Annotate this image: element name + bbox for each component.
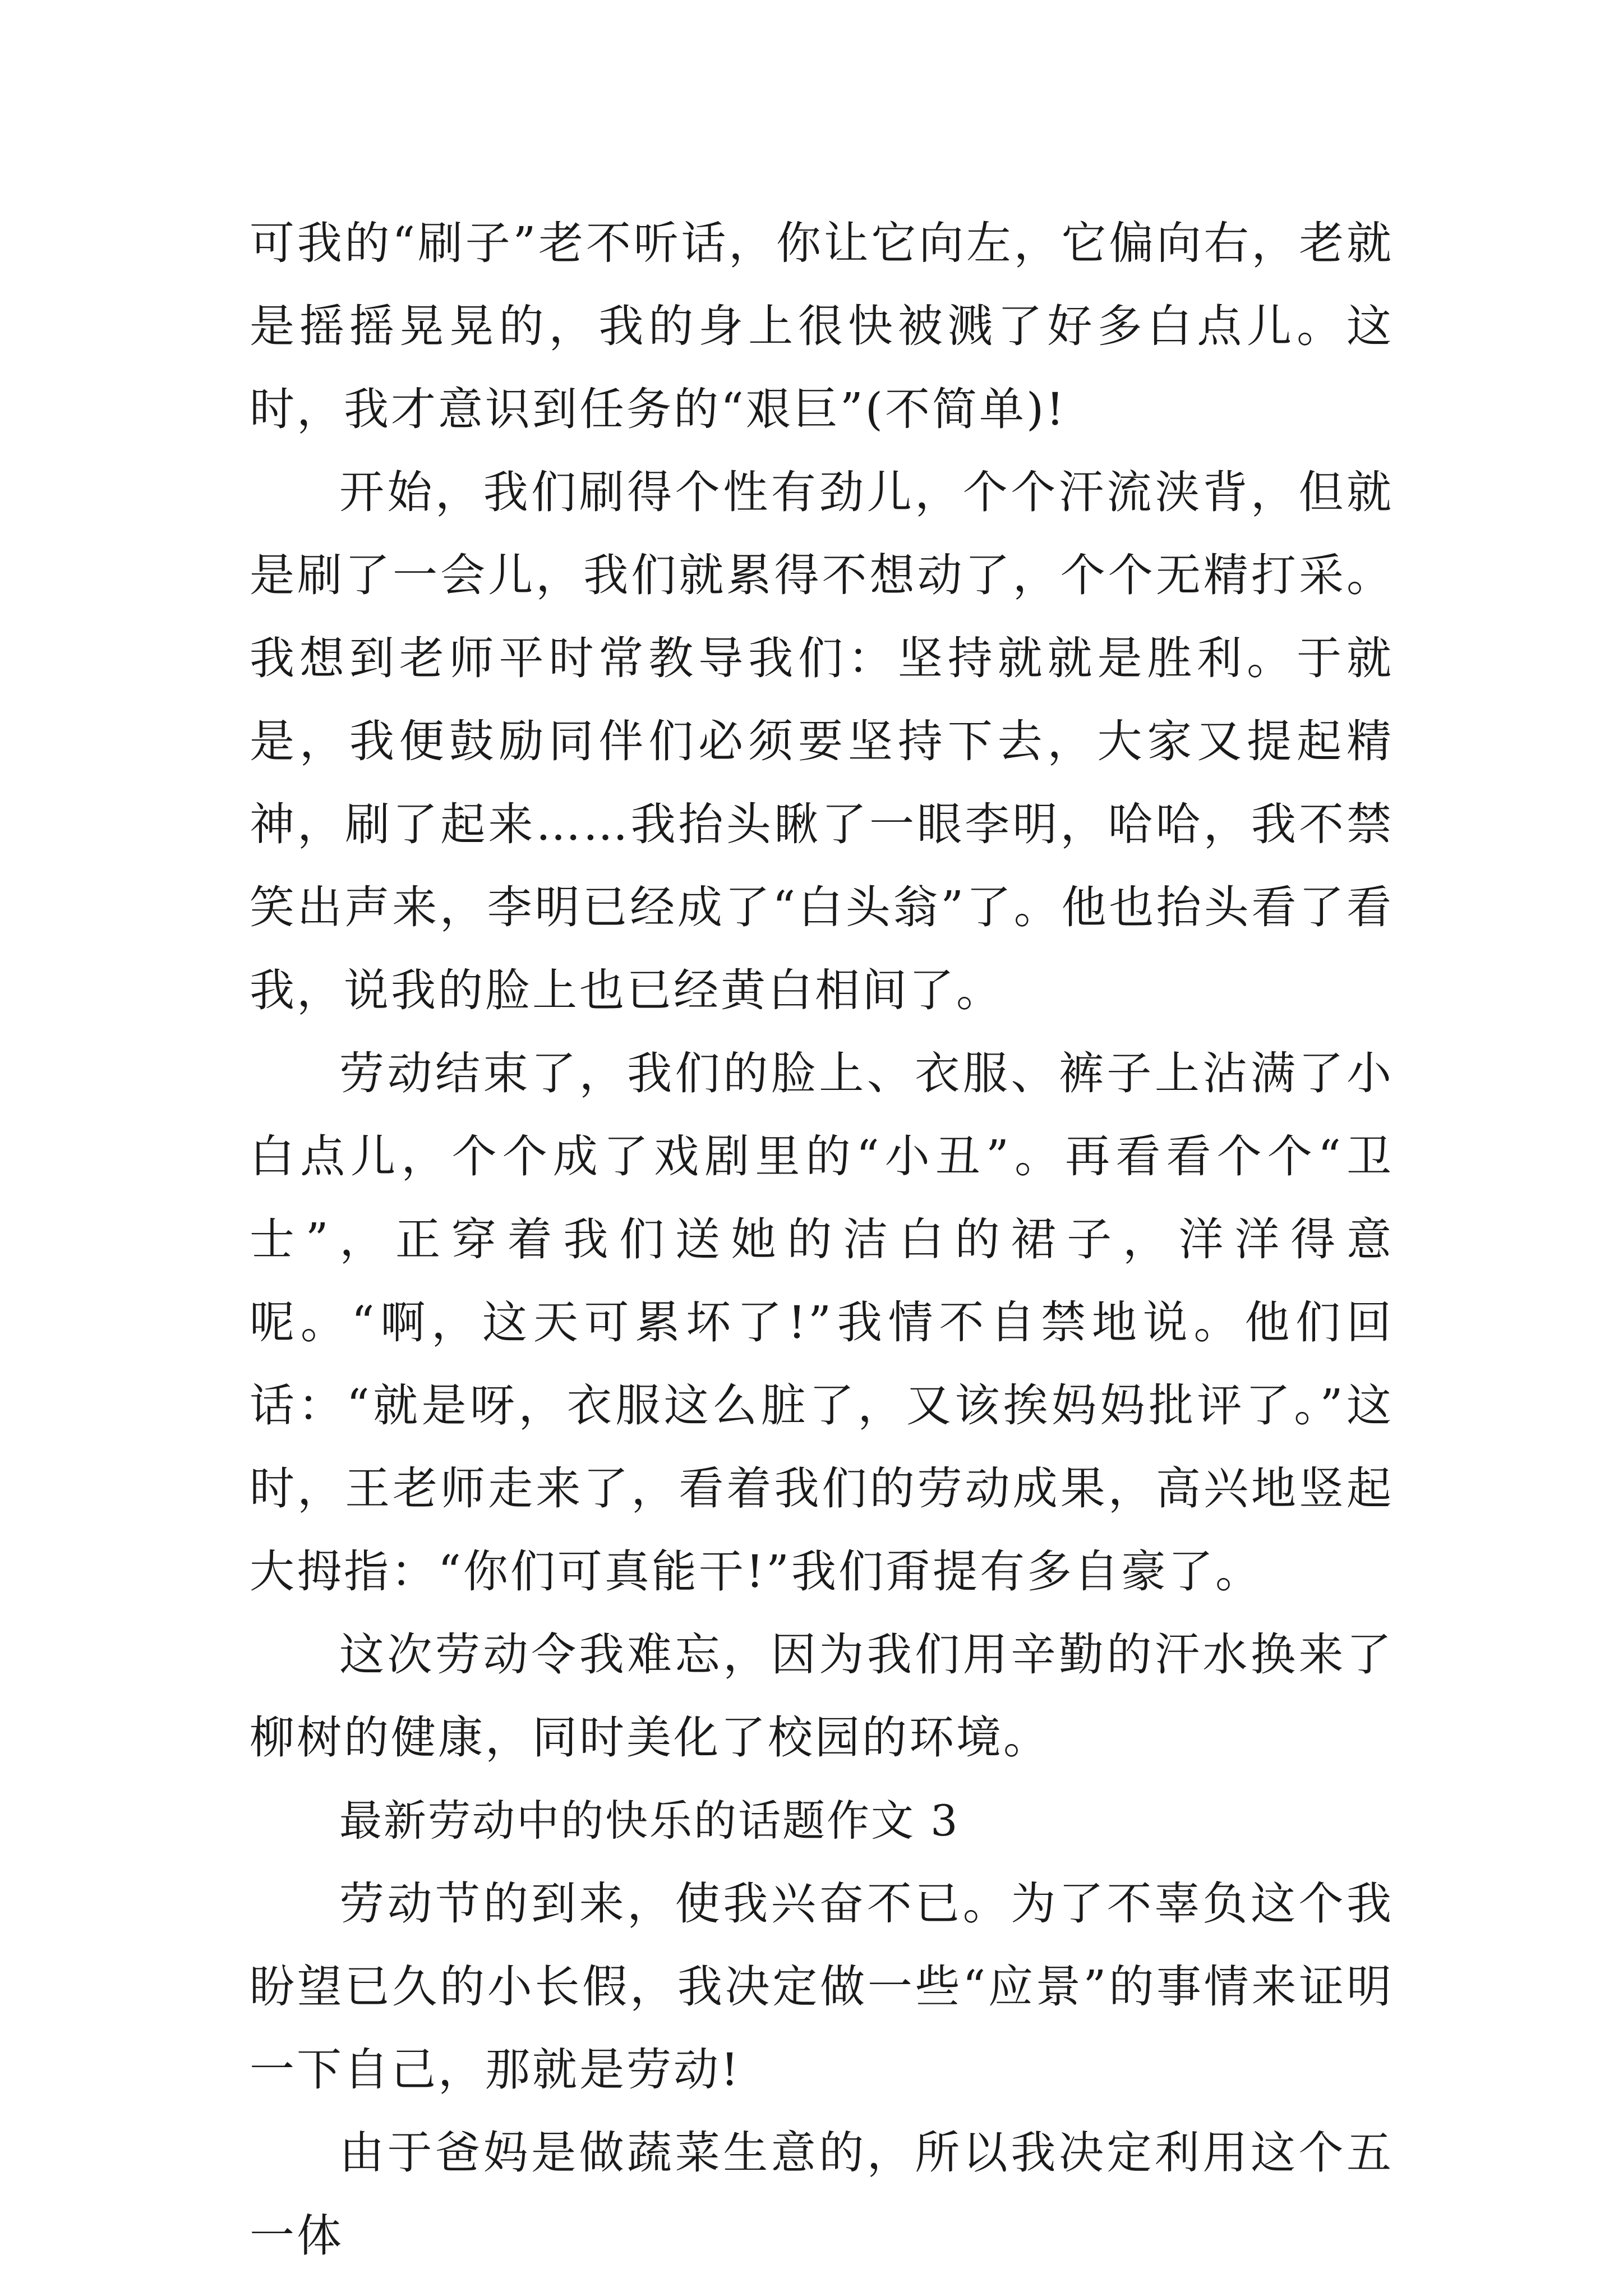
paragraph-1: 可我的“刷子”老不听话，你让它向左，它偏向右，老就是摇摇晃晃的，我的身上很快被溅了好多白点儿。这时，我才意识到任务的“艰巨”(不简单)! xyxy=(250,217,1394,435)
essay-heading: 最新劳动中的快乐的话题作文 3 xyxy=(339,1796,960,1846)
paragraph-3: 劳动结束了，我们的脸上、衣服、裤子上沾满了小白点儿，个个成了戏剧里的“小丑”。再看看个个“卫士”，正穿着我们送她的洁白的裙子，洋洋得意呢。“啊，这天可累坏了!”我情不自禁地说。他们回话：“就是呀，衣服这么脏了，又该挨妈妈批评了。”这时，王老师走来了，看着我们的劳动成果，高兴地竖起大拇指：“你们可真能干!”我们甭提有多自豪了。 xyxy=(250,1047,1394,1598)
essay-body xyxy=(250,202,1394,2277)
paragraph-2: 开始，我们刷得个性有劲儿，个个汗流浃背，但就是刷了一会儿，我们就累得不想动了，个个无精打采。我想到老师平时常教导我们：坚持就就是胜利。于就是，我便鼓励同伴们必须要坚持下去，大家又提起精神，刷了起来……我抬头瞅了一眼李明，哈哈，我不禁笑出声来，李明已经成了“白头翁”了。他也抬头看了看我，说我的脸上也已经黄白相间了。 xyxy=(250,466,1394,1016)
paragraph-5: 劳动节的到来，使我兴奋不已。为了不辜负这个我盼望已久的小长假，我决定做一些“应景”的事情来证明一下自己，那就是劳动! xyxy=(250,1878,1394,2096)
paragraph-4: 这次劳动令我难忘，因为我们用辛勤的汗水换来了柳树的健康，同时美化了校园的环境。 xyxy=(250,1628,1394,1764)
paragraph-6: 由于爸妈是做蔬菜生意的，所以我决定利用这个五一体 xyxy=(250,2127,1394,2262)
